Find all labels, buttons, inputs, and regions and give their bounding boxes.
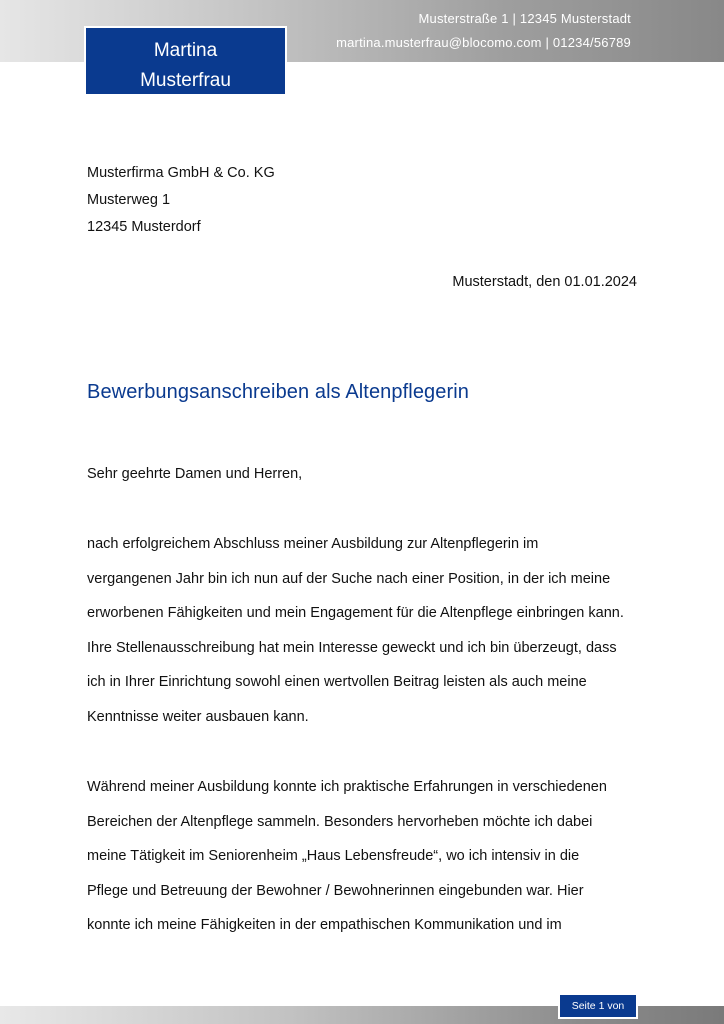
text-line: vergangenen Jahr bin ich nun auf der Suche nach einer Position, in der ich meine (87, 570, 611, 587)
recipient-company: Musterfirma GmbH & Co. KG (87, 165, 275, 181)
text-line: Pflege und Betreuung der Bewohner / Bewohnerinnen eingebunden war. Hier (87, 882, 584, 899)
text-line: konnte ich meine Fähigkeiten in der empathischen Kommunikation und im (87, 917, 562, 933)
letter-salutation: Sehr geehrte Damen und Herren, (87, 466, 303, 482)
text-line: ich in Ihrer Einrichtung sowohl einen wertvollen Beitrag leisten als auch meine (87, 674, 587, 690)
text-line: erworbenen Fähigkeiten und mein Engagement für die Altenpflege einbringen kann. (87, 605, 624, 621)
body-paragraph-1 (87, 527, 624, 734)
recipient-city: 12345 Musterdorf (87, 219, 201, 235)
text-line: Bereichen der Altenpflege sammeln. Besonders hervorheben möchte ich dabei (87, 813, 593, 830)
text-line: Kenntnisse weiter ausbauen kann. (87, 708, 309, 725)
recipient-address (87, 160, 275, 241)
text-line: meine Tätigkeit im Seniorenheim „Haus Lebensfreude“, wo ich intensiv in die (87, 848, 580, 864)
sender-address: Musterstraße 1 | 12345 Musterstadt (418, 11, 631, 26)
page-number-badge: Seite 1 von (558, 993, 638, 1019)
letter-date: Musterstadt, den 01.01.2024 (452, 274, 637, 290)
text-line: Während meiner Ausbildung konnte ich praktische Erfahrungen in verschiedenen (87, 779, 607, 795)
sender-name-box (84, 26, 287, 96)
recipient-street: Musterweg 1 (87, 192, 171, 208)
body-paragraph-2 (87, 770, 607, 943)
letter-subject: Bewerbungsanschreiben als Altenpflegerin (87, 381, 470, 403)
text-line: Ihre Stellenausschreibung hat mein Interesse geweckt und ich bin überzeugt, dass (87, 639, 617, 656)
text-line: nach erfolgreichem Abschluss meiner Ausbildung zur Altenpflegerin im (87, 536, 539, 552)
sender-last-name: Musterfrau (140, 70, 231, 91)
sender-first-name: Martina (153, 40, 218, 61)
sender-contact: martina.musterfrau@blocomo.com | 01234/56789 (336, 35, 631, 50)
